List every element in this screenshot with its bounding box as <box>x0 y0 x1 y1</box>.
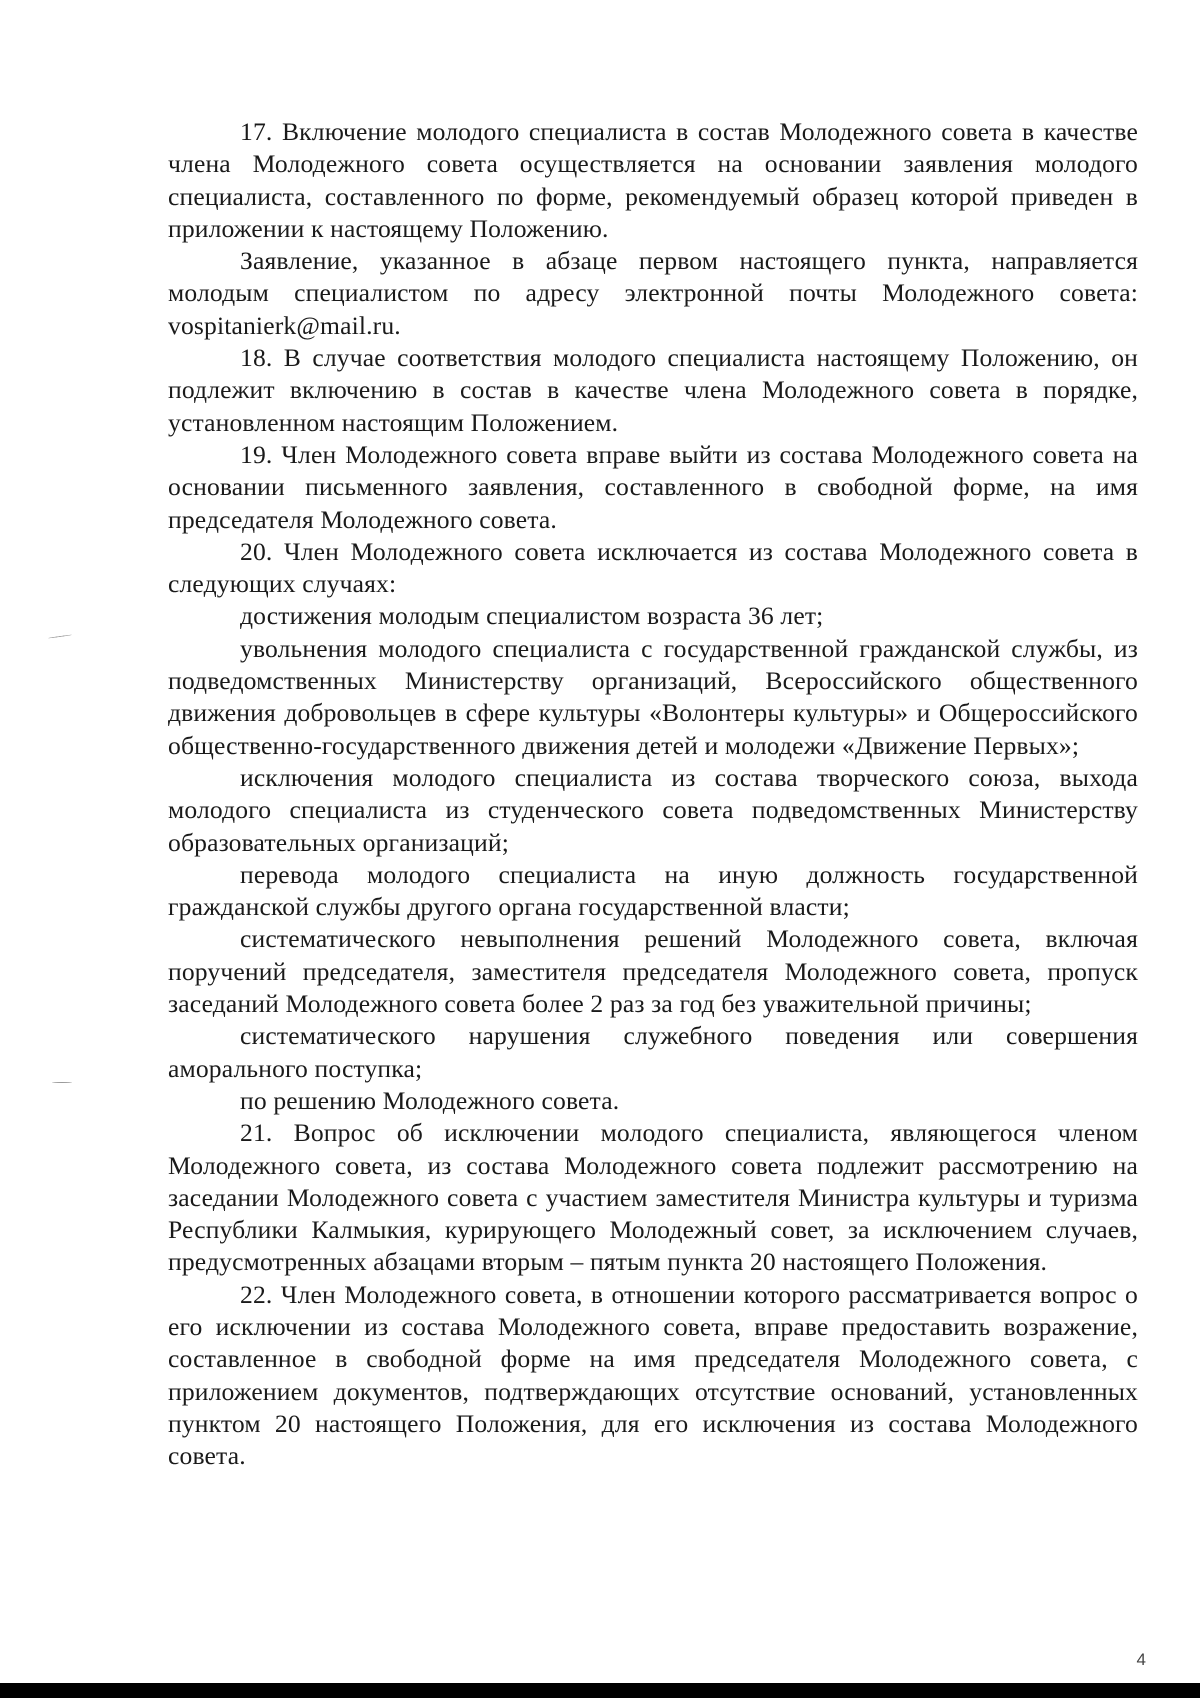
paragraph-20-case-misconduct: систематического нарушения служебного поведения или совершения аморального поступка; <box>168 1021 1138 1083</box>
paragraph-18: 18. В случае соответствия молодого специалиста настоящему Положению, он подлежит включению в состав в качестве члена Молодежного совета в порядке, установленном настоящим Положением. <box>168 343 1138 437</box>
paragraph-22: 22. Член Молодежного совета, в отношении которого рассматривается вопрос о его исключении из состава Молодежного совета, вправе предоставить возражение, составленное в свободной форме на имя председателя Молодежного совета, с приложением документов, подтверждающих отсутствие оснований, установленных пунктом 20 настоящего Положения, для его исключения из состава Молодежного совета. <box>168 1279 1138 1471</box>
paragraph-21: 21. Вопрос об исключении молодого специалиста, являющегося членом Молодежного совета, из состава Молодежного совета подлежит рассмотрению на заседании Молодежного совета с участием заместителя Министра культуры и туризма Республики Калмыкия, курирующего Молодежный совет, за исключением случаев, предусмотренных абзацами вторым – пятым пункта 20 настоящего Положения. <box>168 1118 1138 1277</box>
page-number: 4 <box>1136 1650 1146 1669</box>
scan-bottom-edge <box>0 1683 1200 1698</box>
paragraph-19: 19. Член Молодежного совета вправе выйти из состава Молодежного совета на основании письменного заявления, составленного в свободной форме, на имя председателя Молодежного совета. <box>168 439 1138 534</box>
document-body <box>168 116 1138 1472</box>
paragraph-20-case-exclusion: исключения молодого специалиста из состава творческого союза, выхода молодого специалиста из студенческого совета подведомственных Министерству образовательных организаций; <box>168 762 1138 857</box>
scan-artifact-mark <box>48 634 72 638</box>
paragraph-20-case-council-decision: по решению Молодежного совета. <box>240 1085 620 1115</box>
paragraph-17-email: Заявление, указанное в абзаце первом настоящего пункта, направляется молодым специалистом по адресу электронной почты Молодежного совета: vospitanierk@mail.ru. <box>168 246 1138 340</box>
scan-artifact-mark <box>52 1082 72 1083</box>
paragraph-20-case-transfer: перевода молодого специалиста на иную должность государственной гражданской службы другого органа государственной власти; <box>168 859 1138 922</box>
paragraph-20-case-non-fulfillment: систематического невыполнения решений Молодежного совета, включая поручений председателя, заместителя председателя Молодежного совета, пропуск заседаний Молодежного совета более 2 раз за год без уважительной причины; <box>168 924 1138 1019</box>
paragraph-17: 17. Включение молодого специалиста в состав Молодежного совета в качестве члена Молодежного совета осуществляется на основании заявления молодого специалиста, составленного по форме, рекомендуемый образец которой приведен в приложении к настоящему Положению. <box>168 117 1138 243</box>
paragraph-20: 20. Член Молодежного совета исключается из состава Молодежного совета в следующих случаях: <box>168 536 1138 599</box>
paragraph-20-case-age: достижения молодым специалистом возраста 36 лет; <box>240 601 824 631</box>
paragraph-20-case-dismissal: увольнения молодого специалиста с государственной гражданской службы, из подведомственных Министерству организаций, Всероссийского общественного движения добровольцев в сфере культуры «Волонтеры культуры» и Общероссийского общественно-государственного движения детей и молодежи «Движение Первых»; <box>168 633 1138 760</box>
